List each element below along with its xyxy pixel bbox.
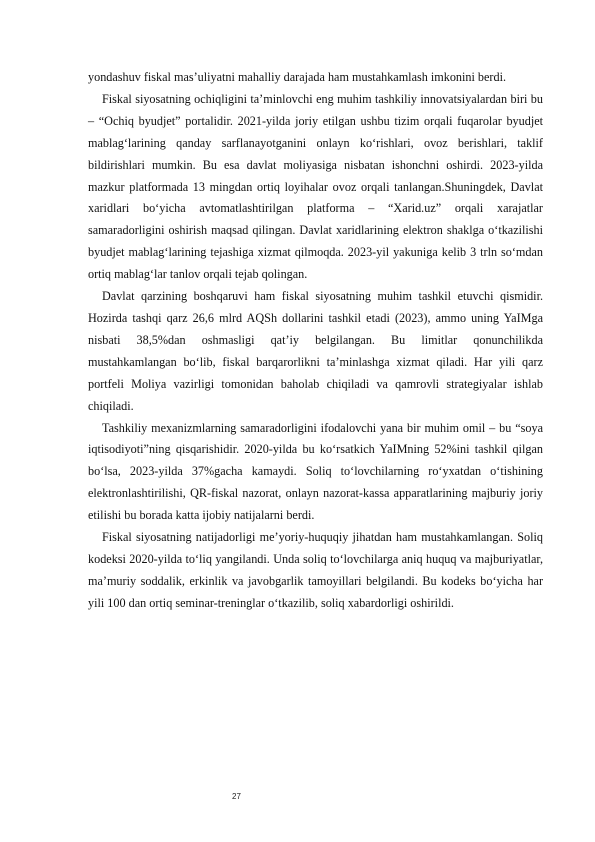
paragraph: Davlat qarzining boshqaruvi ham fiskal siyosatning muhim tashkil etuvchi qismidir. Hozirda tashqi qarz 26,6 mlrd AQSh dollarini tashkil etadi (2023), ammo uning YaIMga nisbati 38,5%dan oshmasligi qat’iy belgilangan. Bu limitlar qonunchilikda mustahkamlangan bo‘lib, fiskal barqarorlikni ta’minlashga xizmat qiladi. Har yili qarz portfeli Moliya vazirligi tomonidan baholab chiqiladi va qamrovli strategiyalar ishlab chiqiladi.: [88, 289, 543, 413]
paragraph: Tashkiliy mexanizmlarning samaradorligini ifodalovchi yana bir muhim omil – bu “soya iqtisodiyoti”ning qisqarishidir. 2020-yilda bu ko‘rsatkich YaIMning 52%ini tashkil qilgan bo‘lsa, 2023-yilda 37%gacha kamaydi. Soliq to‘lovchilarning ro‘yxatdan o‘tishining elektronlashtirilishi, QR-fiskal nazorat, onlayn nazorat-kassa apparatlarining majburiy joriy etilishi bu borada katta ijobiy natijalarni berdi.: [88, 420, 543, 523]
document-body: [88, 67, 543, 615]
paragraph: yondashuv fiskal mas’uliyatni mahalliy darajada ham mustahkamlash imkonini berdi.: [88, 70, 507, 84]
paragraph: Fiskal siyosatning ochiqligini ta’minlovchi eng muhim tashkiliy innovatsiyalardan biri bu – “Ochiq byudjet” portalidir. 2021-yilda joriy etilgan ushbu tizim orqali fuqarolar byudjet mablag‘larining qanday sarflanayotganini onlayn ko‘rishlari, ovoz berishlari, taklif bildirishlari mumkin. Bu esa davlat moliyasiga nisbatan ishonchni oshirdi. 2023-yilda mazkur platformada 13 mingdan ortiq loyihalar ovoz orqali tanlangan.Shuningdek, Davlat xaridlari bo‘yicha avtomatlashtirilgan platforma – “Xarid.uz” orqali xarajatlar samaradorligini oshirish maqsad qilingan. Davlat xaridlarining elektron shaklga o‘tkazilishi byudjet mablag‘larining tejashiga xizmat qilmoqda. 2023-yil yakuniga kelib 3 trln so‘mdan ortiq mablag‘lar tanlov orqali tejab qolingan.: [88, 91, 543, 282]
paragraph: Fiskal siyosatning natijadorligi me’yoriy-huquqiy jihatdan ham mustahkamlangan. Soliq kodeksi 2020-yilda to‘liq yangilandi. Unda soliq to‘lovchilarga aniq huquq va majburiyatlar, ma’muriy soddalik, erkinlik va javobgarlik tamoyillari belgilandi. Bu kodeks bo‘yicha har yili 100 dan ortiq seminar-treninglar o‘tkazilib, soliq xabardorligi oshirildi.: [88, 530, 543, 610]
page-number: 27: [232, 792, 241, 801]
